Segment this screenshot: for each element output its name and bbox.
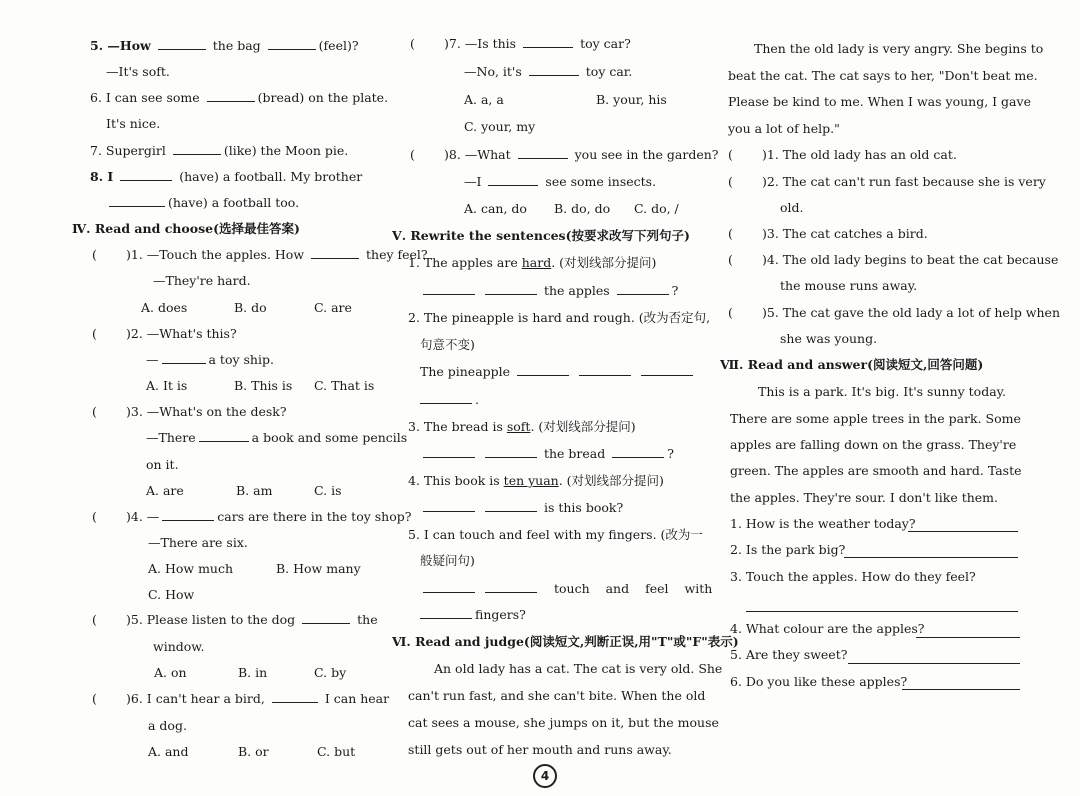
answer-blank[interactable] (199, 430, 249, 442)
judge-2: ( )2. The cat can't run fast because she is very (728, 174, 1046, 189)
passage-line: apples are falling down on the grass. They're (730, 437, 1017, 452)
choice-1: ( )1. —Touch the apples. How they feel? (92, 247, 428, 262)
answer-blank[interactable] (485, 283, 537, 295)
answer-blank[interactable] (272, 691, 318, 703)
option-a: A. can, do (464, 201, 527, 216)
choice-1-line2: —They're hard. (153, 273, 251, 288)
choice-7: ( )7. —Is this toy car? (410, 36, 631, 51)
rewrite-3-answer: the bread ? (420, 446, 674, 462)
choice-6: ( )6. I can't hear a bird, I can hear (92, 691, 390, 706)
answer-blank[interactable] (612, 446, 664, 458)
answer-blank[interactable] (162, 509, 214, 521)
q8: 8. I (have) a football. My brother (90, 169, 363, 184)
answer-blank[interactable] (529, 64, 579, 76)
rewrite-2: 2. The pineapple is hard and rough. (改为否定句, (408, 310, 711, 325)
section-7-title: Ⅶ. Read and answer(阅读短文,回答问题) (720, 357, 984, 372)
passage-line: This is a park. It's big. It's sunny today. (758, 384, 1007, 399)
judge-4: ( )4. The old lady begins to beat the cat because (728, 252, 1059, 267)
option-c: C. are (314, 300, 352, 315)
answer-paren[interactable]: ( (92, 326, 97, 341)
passage-line: still gets out of her mouth and runs away. (408, 742, 672, 757)
answer-question-2: 2. Is the park big? (730, 542, 846, 557)
judge-5-line2: she was young. (780, 331, 878, 346)
option-b: B. do (234, 300, 267, 315)
left-column (0, 0, 428, 796)
answer-blank[interactable] (207, 90, 255, 102)
answer-blank[interactable] (423, 581, 475, 593)
answer-blank[interactable] (617, 283, 669, 295)
passage-line: beat the cat. The cat says to her, "Don't beat me. (728, 68, 1038, 83)
choice-3: ( )3. —What's on the desk? (92, 404, 287, 419)
option-a: A. and (148, 744, 189, 759)
choice-7-line2: —No, it's toy car. (464, 64, 633, 79)
answer-line[interactable] (848, 662, 1020, 664)
q8-line2: (have) a football too. (106, 195, 299, 211)
answer-question-6: 6. Do you like these apples? (730, 674, 908, 689)
answer-blank[interactable] (109, 195, 165, 207)
option-a: A. on (154, 665, 187, 680)
answer-blank[interactable] (268, 38, 316, 50)
passage-line: cat sees a mouse, she jumps on it, but the mouse (408, 715, 719, 730)
answer-blank[interactable] (423, 446, 475, 458)
choice-5-line2: window. (153, 639, 205, 654)
answer-blank[interactable] (641, 364, 693, 376)
option-c: C. your, my (464, 119, 536, 134)
answer-blank[interactable] (579, 364, 631, 376)
answer-blank[interactable] (162, 352, 206, 364)
choice-3-line2: —There a book and some pencils (146, 430, 408, 445)
answer-blank[interactable] (302, 612, 350, 624)
section-6-title: Ⅵ. Read and judge(阅读短文,判断正误,用"T"或"F"表示) (392, 634, 739, 649)
answer-paren[interactable]: ( (728, 174, 733, 189)
answer-paren[interactable]: ( (92, 509, 97, 524)
q6: 6. I can see some (bread) on the plate. (90, 90, 389, 105)
passage-line: the apples. They're sour. I don't like them. (730, 490, 998, 505)
rewrite-2-line2: 句意不变) (420, 337, 475, 352)
answer-blank[interactable] (420, 607, 472, 619)
option-c: C. but (317, 744, 356, 759)
answer-paren[interactable]: ( (92, 247, 97, 262)
option-a: A. How much (148, 561, 234, 576)
answer-blank[interactable] (518, 147, 568, 159)
choice-2: ( )2. —What's this? (92, 326, 237, 341)
option-a: A. does (141, 300, 188, 315)
passage-line: green. The apples are smooth and hard. Taste (730, 463, 1022, 478)
q7: 7. Supergirl (like) the Moon pie. (90, 143, 349, 158)
answer-question-4: 4. What colour are the apples? (730, 621, 925, 636)
judge-1: ( )1. The old lady has an old cat. (728, 147, 957, 162)
answer-blank[interactable] (485, 581, 537, 593)
q6-line2: It's nice. (106, 116, 161, 131)
rewrite-5-line2: 般疑问句) (420, 553, 475, 568)
rewrite-5: 5. I can touch and feel with my fingers. (改为一 (408, 527, 703, 542)
answer-paren[interactable]: ( (410, 36, 415, 51)
answer-blank[interactable] (517, 364, 569, 376)
middle-column (390, 0, 739, 796)
right-column (720, 0, 1080, 796)
rewrite-4-answer: is this book? (420, 500, 623, 516)
option-c: C. is (314, 483, 342, 498)
answer-blank[interactable] (158, 38, 206, 50)
choice-5: ( )5. Please listen to the dog the (92, 612, 378, 627)
option-c: C. by (314, 665, 347, 680)
rewrite-1-answer: the apples ? (420, 283, 678, 299)
answer-question-1: 1. How is the weather today? (730, 516, 916, 531)
answer-paren[interactable]: ( (728, 252, 733, 267)
option-b: B. This is (234, 378, 293, 393)
choice-3-line3: on it. (146, 457, 179, 472)
passage-line: Then the old lady is very angry. She begins to (754, 41, 1044, 56)
answer-paren[interactable]: ( (728, 305, 733, 320)
q5-answer: —It's soft. (106, 64, 170, 79)
choice-8-line2: —I see some insects. (464, 174, 657, 189)
passage-line: There are some apple trees in the park. Some (730, 411, 1021, 426)
option-a: A. It is (146, 378, 188, 393)
rewrite-5-answer: touch and feel with (420, 581, 712, 597)
answer-paren[interactable]: ( (92, 404, 97, 419)
q5: 5. —How the bag (feel)? (90, 38, 359, 53)
option-b: B. do, do (554, 201, 611, 216)
choice-6-line2: a dog. (148, 718, 187, 733)
section-4-title: Ⅳ. Read and choose(选择最佳答案) (72, 221, 300, 236)
answer-paren[interactable]: ( (92, 612, 97, 627)
choice-8: ( )8. —What you see in the garden? (410, 147, 719, 162)
option-b: B. How many (276, 561, 361, 576)
passage-line: An old lady has a cat. The cat is very old. She (434, 661, 723, 676)
answer-blank[interactable] (485, 500, 537, 512)
option-a: A. are (146, 483, 184, 498)
answer-blank[interactable] (420, 392, 472, 404)
choice-2-line2: — a toy ship. (146, 352, 274, 367)
option-b: B. or (238, 744, 269, 759)
answer-question-5: 5. Are they sweet? (730, 647, 848, 662)
answer-line[interactable] (916, 636, 1020, 638)
rewrite-3: 3. The bread is soft. (对划线部分提问) (408, 419, 636, 434)
judge-5: ( )5. The cat gave the old lady a lot of help when (728, 305, 1060, 320)
answer-blank[interactable] (523, 36, 573, 48)
option-c: C. do, / (634, 201, 679, 216)
option-b: B. your, his (596, 92, 667, 107)
answer-blank[interactable] (423, 283, 475, 295)
answer-paren[interactable]: ( (728, 226, 733, 241)
judge-2-line2: old. (780, 200, 804, 215)
passage-line: you a lot of help." (728, 121, 840, 136)
answer-blank[interactable] (423, 500, 475, 512)
answer-line[interactable] (746, 610, 1018, 612)
rewrite-2-answer: The pineapple (420, 364, 696, 380)
rewrite-1: 1. The apples are hard. (对划线部分提问) (408, 255, 657, 270)
answer-blank[interactable] (173, 143, 221, 155)
answer-blank[interactable] (485, 446, 537, 458)
rewrite-2-answer-line2: . (420, 392, 479, 408)
option-c: C. That is (314, 378, 375, 393)
rewrite-4: 4. This book is ten yuan. (对划线部分提问) (408, 473, 664, 488)
rewrite-5-answer-line2: fingers? (420, 607, 526, 623)
option-b: B. am (236, 483, 273, 498)
choice-4: ( )4. — cars are there in the toy shop? (92, 509, 412, 524)
option-a: A. a, a (464, 92, 504, 107)
answer-paren[interactable]: ( (92, 691, 97, 706)
choice-4-line2: —There are six. (148, 535, 248, 550)
answer-line[interactable] (844, 556, 1018, 558)
section-5-title: Ⅴ. Rewrite the sentences(按要求改写下列句子) (392, 228, 690, 243)
passage-line: Please be kind to me. When I was young, I gave (728, 94, 1031, 109)
answer-paren[interactable]: ( (728, 147, 733, 162)
answer-blank[interactable] (311, 247, 359, 259)
option-c: C. How (148, 587, 195, 602)
answer-question-3: 3. Touch the apples. How do they feel? (730, 569, 976, 584)
option-b: B. in (238, 665, 268, 680)
page-number: 4 (533, 764, 557, 788)
answer-line[interactable] (902, 688, 1020, 690)
passage-line: can't run fast, and she can't bite. When the old (408, 688, 706, 703)
judge-4-line2: the mouse runs away. (780, 278, 918, 293)
answer-blank[interactable] (120, 169, 172, 181)
answer-blank[interactable] (488, 174, 538, 186)
answer-line[interactable] (908, 530, 1018, 532)
judge-3: ( )3. The cat catches a bird. (728, 226, 928, 241)
answer-paren[interactable]: ( (410, 147, 415, 162)
